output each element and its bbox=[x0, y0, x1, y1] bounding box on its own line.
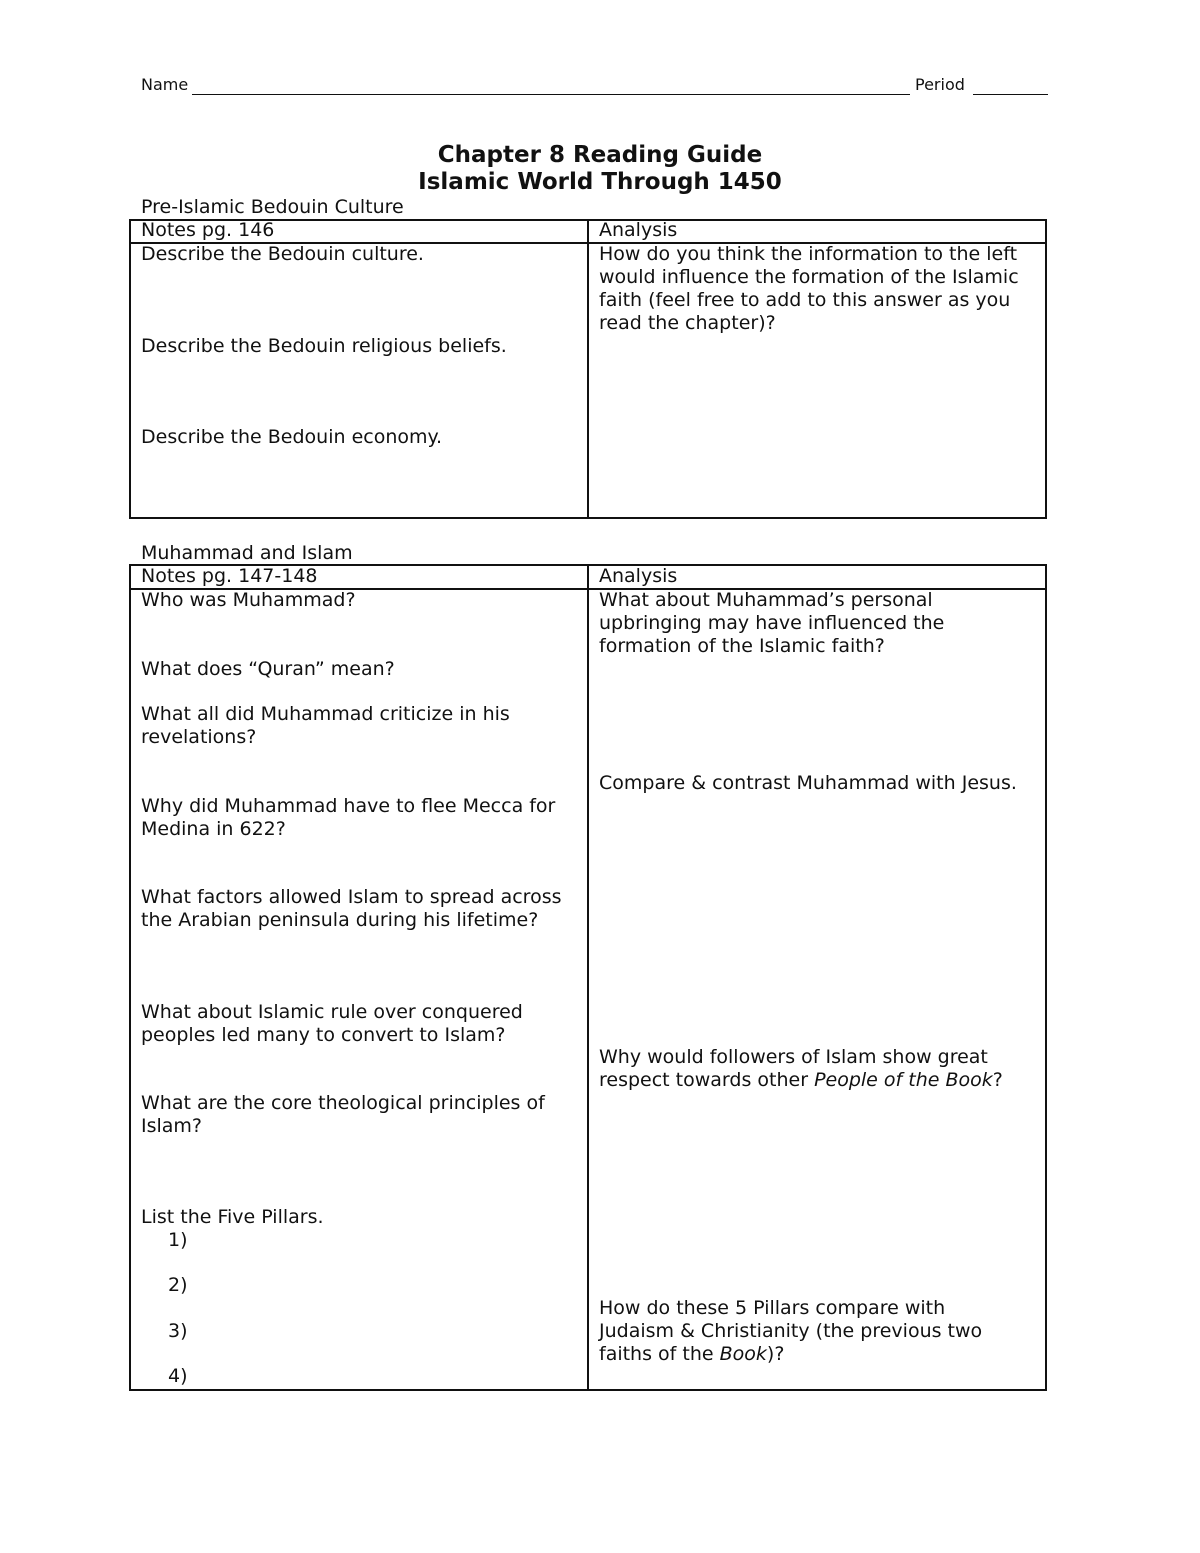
pillar-1: 1) bbox=[168, 1229, 188, 1251]
analysis-question-pillars-compare: How do these 5 Pillars compare with Judaism & Christianity (the previous two faiths of the Book)? bbox=[599, 1297, 983, 1365]
page-subtitle: Islamic World Through 1450 bbox=[418, 169, 782, 195]
name-field[interactable] bbox=[192, 94, 910, 95]
question-muhammad-criticize: What all did Muhammad criticize in his revelations? bbox=[141, 703, 510, 748]
pillar-4: 4) bbox=[168, 1365, 188, 1387]
section2-analysis-header: Analysis bbox=[599, 565, 678, 587]
name-label: Name bbox=[141, 75, 189, 94]
question-bedouin-culture: Describe the Bedouin culture. bbox=[141, 243, 424, 265]
question-five-pillars: List the Five Pillars. bbox=[141, 1206, 324, 1228]
analysis-question-upbringing: What about Muhammad’s personal upbringing may have influenced the formation of the Islamic faith? bbox=[599, 589, 945, 657]
page-title: Chapter 8 Reading Guide bbox=[437, 142, 763, 168]
question-bedouin-religion: Describe the Bedouin religious beliefs. bbox=[141, 335, 507, 357]
pillar-3: 3) bbox=[168, 1320, 188, 1342]
question-conversion: What about Islamic rule over conquered peoples led many to convert to Islam? bbox=[141, 1001, 523, 1046]
section2-heading: Muhammad and Islam bbox=[141, 542, 353, 564]
question-quran-meaning: What does “Quran” mean? bbox=[141, 658, 395, 680]
question-bedouin-economy: Describe the Bedouin economy. bbox=[141, 426, 443, 448]
analysis-question-people-of-book: Why would followers of Islam show great respect towards other People of the Book? bbox=[599, 1046, 1003, 1091]
pillar-2: 2) bbox=[168, 1274, 188, 1296]
section1-column-divider bbox=[587, 219, 589, 519]
question-theological-principles: What are the core theological principles of Islam? bbox=[141, 1092, 545, 1137]
section1-heading: Pre-Islamic Bedouin Culture bbox=[141, 196, 404, 218]
period-label: Period bbox=[915, 75, 965, 94]
section1-notes-header: Notes pg. 146 bbox=[141, 219, 275, 241]
analysis-question-compare-jesus: Compare & contrast Muhammad with Jesus. bbox=[599, 772, 1017, 794]
section1-analysis-header: Analysis bbox=[599, 219, 678, 241]
section2-notes-header: Notes pg. 147-148 bbox=[141, 565, 318, 587]
question-who-was-muhammad: Who was Muhammad? bbox=[141, 589, 356, 611]
analysis-question-influence: How do you think the information to the left would influence the formation of the Islamic faith (feel free to add to this answer as you read the chapter)? bbox=[599, 243, 1019, 334]
period-field[interactable] bbox=[973, 94, 1048, 95]
section2-column-divider bbox=[587, 564, 589, 1391]
question-islam-spread: What factors allowed Islam to spread across the Arabian peninsula during his lifetime? bbox=[141, 886, 562, 931]
question-flee-mecca: Why did Muhammad have to flee Mecca for Medina in 622? bbox=[141, 795, 556, 840]
